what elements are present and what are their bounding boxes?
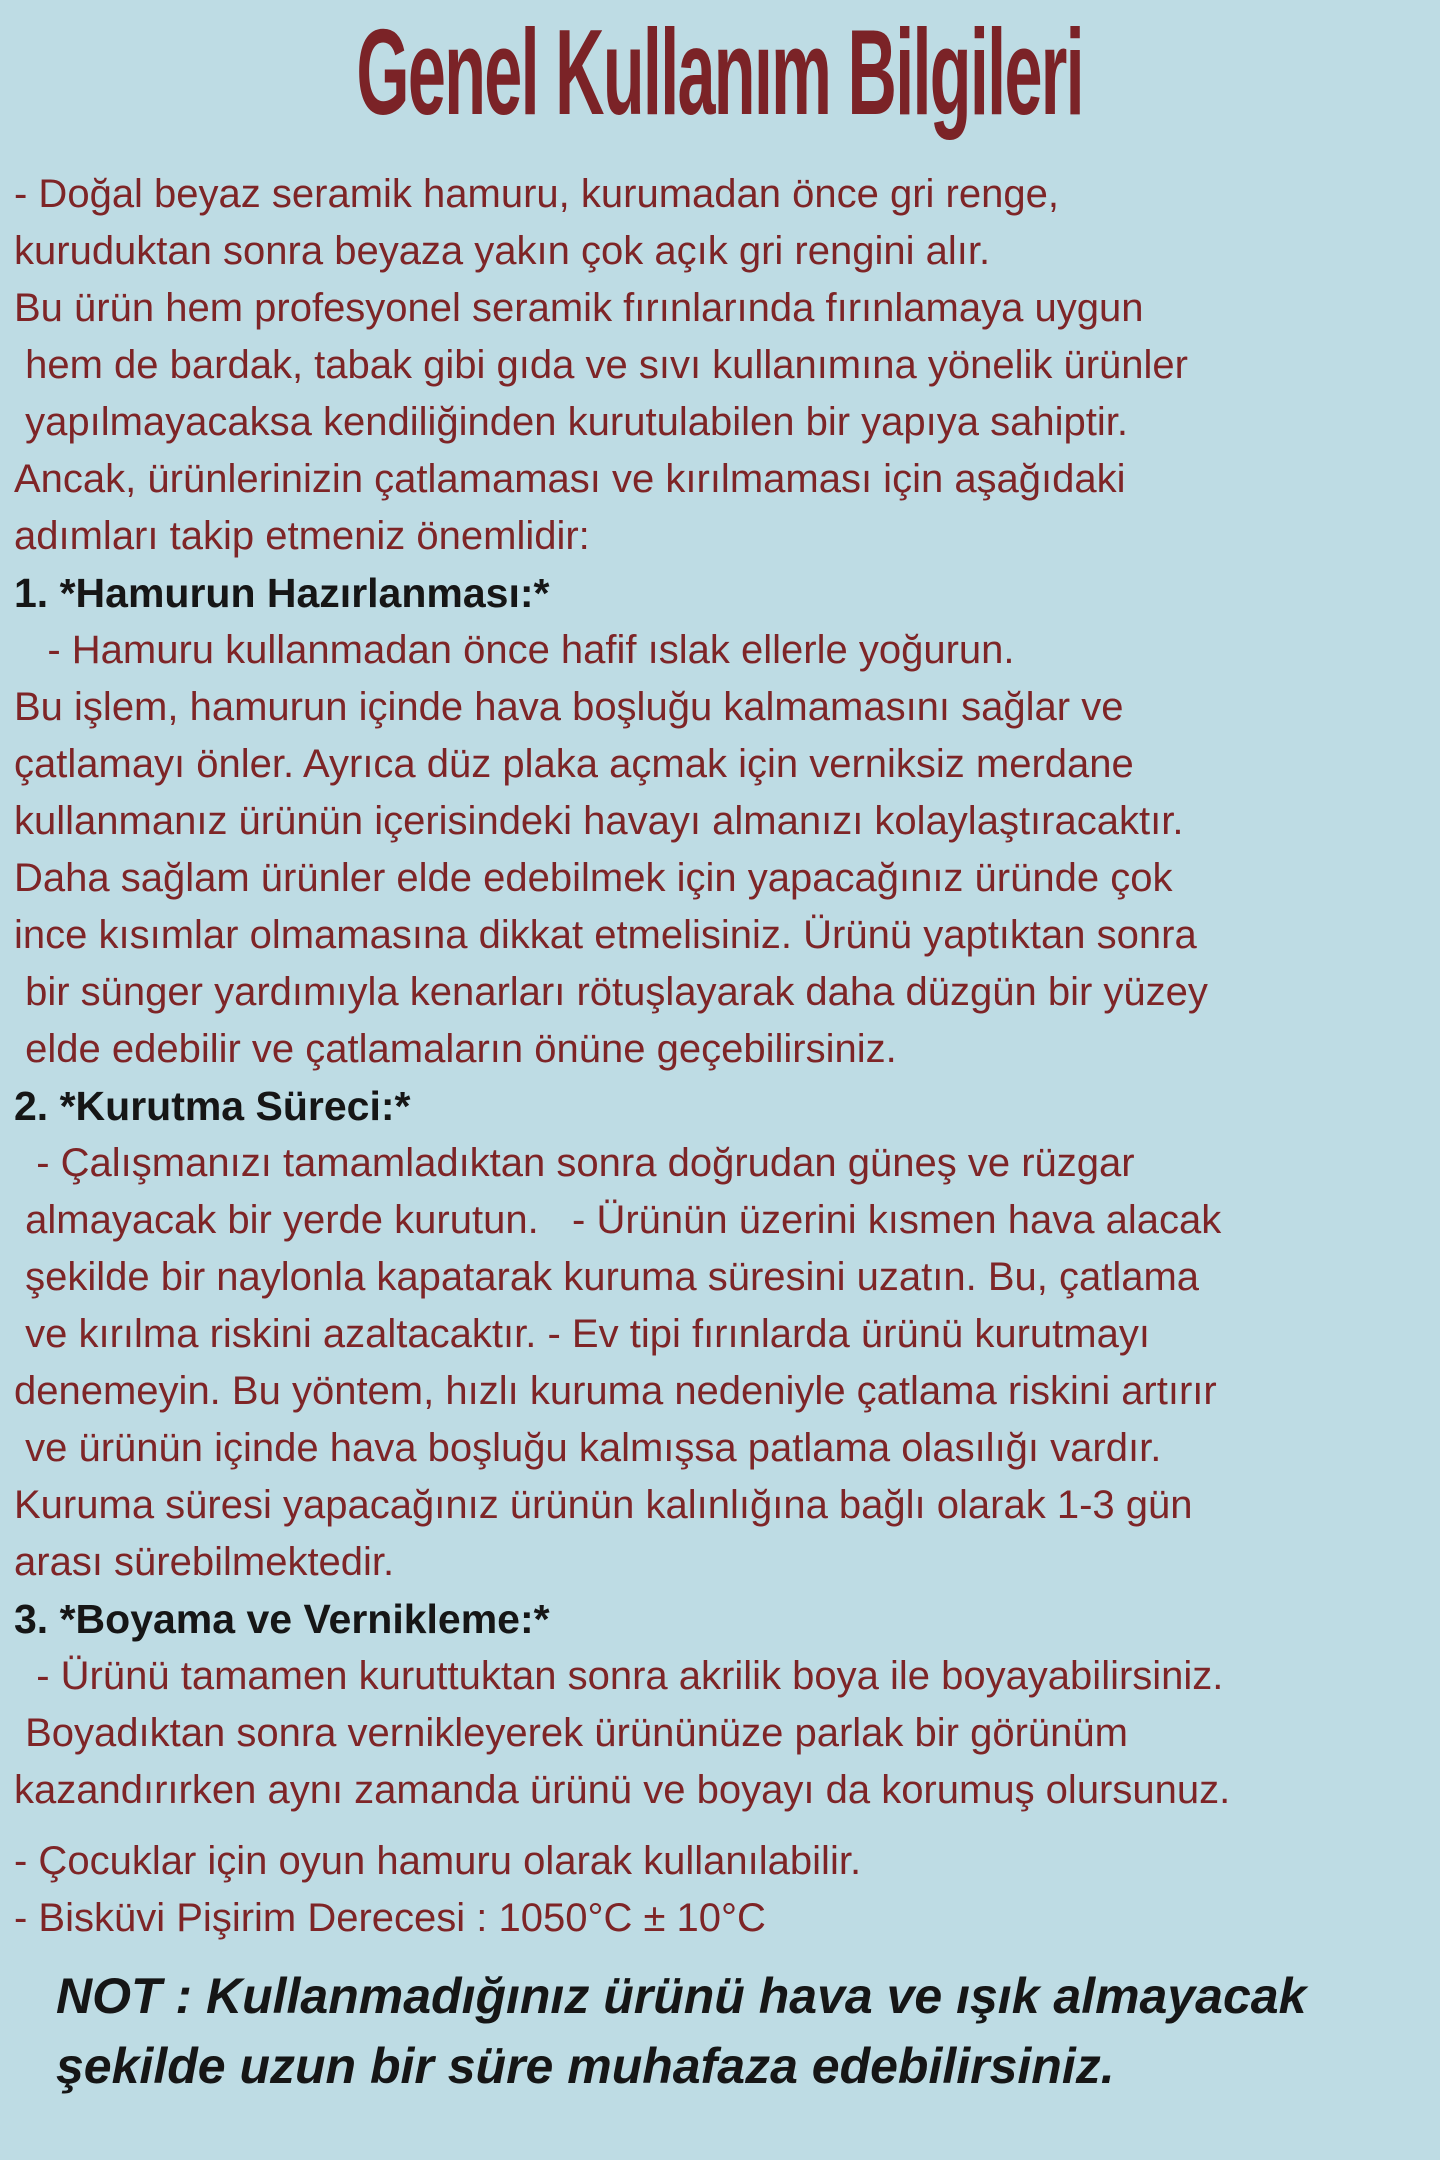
text-line: ve kırılma riskini azaltacaktır. - Ev tipi fırınlarda ürünü kurutmayı [14, 1312, 1150, 1356]
text-line: Bu ürün hem profesyonel seramik fırınlarında fırınlamaya uygun [14, 286, 1144, 330]
text-line: - Ürünü tamamen kuruttuktan sonra akrilik boya ile boyayabilirsiniz. [14, 1654, 1224, 1698]
text-line: - Hamuru kullanmadan önce hafif ıslak ellerle yoğurun. [14, 628, 1015, 672]
text-line: Boyadıktan sonra vernikleyerek ürününüze parlak bir görünüm [14, 1711, 1128, 1755]
text-line: elde edebilir ve çatlamaların önüne geçebilirsiniz. [14, 1027, 897, 1071]
text-line: Bu işlem, hamurun içinde hava boşluğu kalmamasını sağlar ve [14, 685, 1124, 729]
body-text [14, 166, 1440, 2101]
text-line: Kuruma süresi yapacağınız ürünün kalınlığına bağlı olarak 1-3 gün [14, 1483, 1193, 1527]
text-line: bir sünger yardımıyla kenarları rötuşlayarak daha düzgün bir yüzey [14, 970, 1208, 1014]
text-line: denemeyin. Bu yöntem, hızlı kuruma nedeniyle çatlama riskini artırır [14, 1369, 1217, 1413]
note-line: NOT : Kullanmadığınız ürünü hava ve ışık almayacak [56, 1968, 1307, 2024]
text-line: kullanmanız ürünün içerisindeki havayı almanızı kolaylaştıracaktır. [14, 799, 1184, 843]
text-line: - Bisküvi Pişirim Derecesi : 1050°C ± 10°C [14, 1896, 766, 1940]
text-line: kazandırırken aynı zamanda ürünü ve boyayı da korumuş olursunuz. [14, 1768, 1231, 1812]
text-line: ince kısımlar olmamasına dikkat etmelisiniz. Ürünü yaptıktan sonra [14, 913, 1197, 957]
text-line: almayacak bir yerde kurutun. - Ürünün üzerini kısmen hava alacak [14, 1198, 1222, 1242]
text-line: çatlamayı önler. Ayrıca düz plaka açmak için verniksiz merdane [14, 742, 1134, 786]
text-line: - Çocuklar için oyun hamuru olarak kullanılabilir. [14, 1839, 862, 1883]
page-title: Genel Kullanım Bilgileri [356, 4, 1084, 140]
text-line: kuruduktan sonra beyaza yakın çok açık gri rengini alır. [14, 229, 991, 273]
text-line: Daha sağlam ürünler elde edebilmek için yapacağınız üründe çok [14, 856, 1173, 900]
text-line: hem de bardak, tabak gibi gıda ve sıvı kullanımına yönelik ürünler [14, 343, 1188, 387]
section-heading: 3. *Boyama ve Vernikleme:* [14, 1596, 550, 1642]
section-heading: 2. *Kurutma Süreci:* [14, 1083, 411, 1129]
text-line: arası sürebilmektedir. [14, 1540, 395, 1584]
note-line: şekilde uzun bir süre muhafaza edebilirsiniz. [56, 2038, 1115, 2094]
title-area [14, 4, 1426, 158]
section-heading: 1. *Hamurun Hazırlanması:* [14, 570, 550, 616]
text-line: - Çalışmanızı tamamladıktan sonra doğrudan güneş ve rüzgar [14, 1141, 1135, 1185]
text-line: şekilde bir naylonla kapatarak kuruma süresini uzatın. Bu, çatlama [14, 1255, 1200, 1299]
text-line: Ancak, ürünlerinizin çatlamaması ve kırılmaması için aşağıdaki [14, 457, 1126, 501]
text-line: yapılmayacaksa kendiliğinden kurutulabilen bir yapıya sahiptir. [14, 400, 1128, 444]
text-line: ve ürünün içinde hava boşluğu kalmışsa patlama olasılığı vardır. [14, 1426, 1162, 1470]
text-line: adımları takip etmeniz önemlidir: [14, 514, 590, 558]
text-line: - Doğal beyaz seramik hamuru, kurumadan önce gri renge, [14, 172, 1059, 216]
